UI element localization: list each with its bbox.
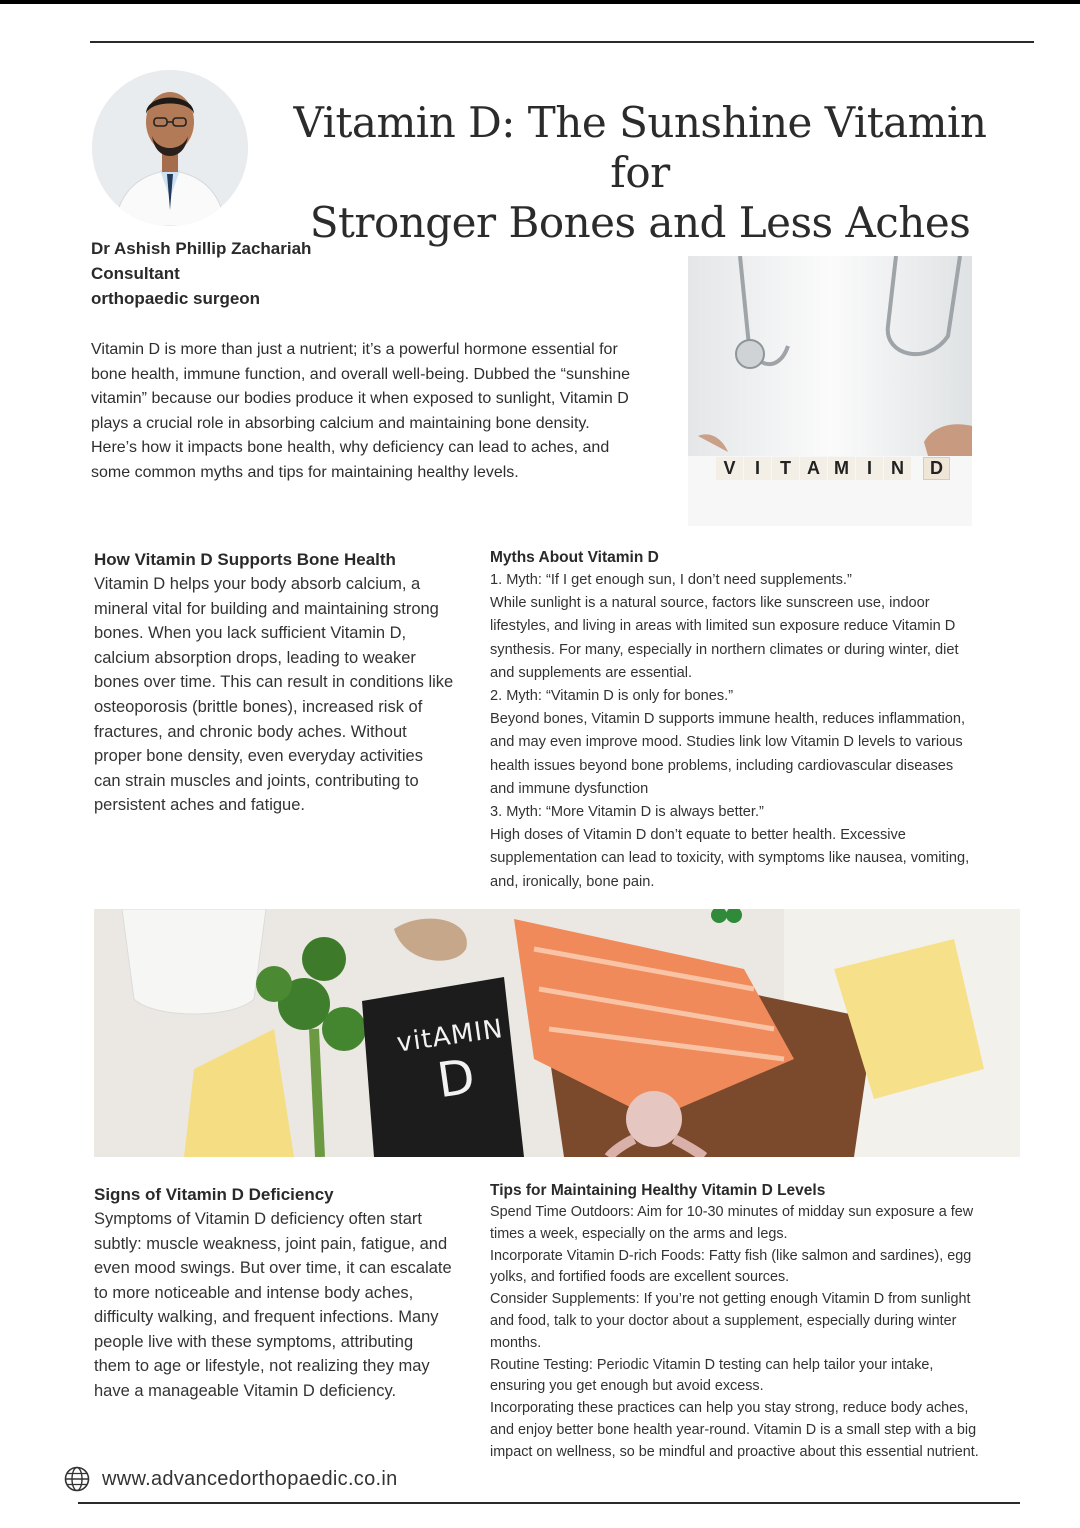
globe-icon [64,1466,90,1492]
myths-line: 2. Myth: “Vitamin D is only for bones.” [490,688,734,705]
vitamin-sign-line-2: D [433,1048,479,1110]
myths-line: and immune dysfunction [490,780,649,797]
tips-line: Routine Testing: Periodic Vitamin D testing can help tailor your intake, [490,1356,934,1373]
tips-heading: Tips for Maintaining Healthy Vitamin D Levels [490,1182,826,1199]
myths-line: and, ironically, bone pain. [490,873,655,890]
author-avatar [92,70,248,226]
intro-paragraph: Vitamin D is more than just a nutrient; it’s a powerful hormone essential for bone health, immune function, and overall well-being. Dubbed the “sunshine vitamin” because our bodies produce it when exposed to sunlight, Vitamin D plays a crucial role in absorbing calcium and maintaining bone density. Here’s how it impacts bone health, why deficiency can lead to aches, and some common myths and tips for maintaining healthy levels. [91,341,631,481]
header-rule [90,41,1034,43]
myths-line: synthesis. For many, especially in northern climates or during winter, diet [490,641,959,658]
vitamin-tile-m: M [828,457,855,480]
myths-line: High doses of Vitamin D don’t equate to better health. Excessive [490,827,906,844]
section-bone-health [94,548,454,818]
author-block [91,236,311,311]
vitamin-tile-v: V [716,457,743,480]
footer [64,1465,398,1493]
author-name: Dr Ashish Phillip Zachariah [91,239,312,258]
vitamin-sign-line-1: vitAMIN [394,1013,506,1059]
myths-heading: Myths About Vitamin D [490,549,659,566]
tips-line: and enjoy better bone health year-round. Vitamin D is a small step with a big [490,1421,977,1438]
tips-line: ensuring you get enough but avoid excess. [490,1378,764,1395]
bone-health-heading: How Vitamin D Supports Bone Health [94,550,396,569]
tips-line: and food, talk to your doctor about a supplement, especially during winter [490,1312,957,1329]
myths-line: lifestyles, and living in areas with limited sun exposure reduce Vitamin D [490,618,956,635]
tips-line: yolks, and fortified foods are excellent sources. [490,1269,790,1286]
section-tips [490,1180,1030,1464]
title-line-2: Stronger Bones and Less Aches [309,198,971,247]
tips-line: months. [490,1334,542,1351]
vitamin-tile-i: I [744,457,771,480]
myths-line: 3. Myth: “More Vitamin D is always better.” [490,804,764,821]
section-myths [490,547,1030,894]
myths-line: health issues beyond bone problems, including cardiovascular diseases [490,757,954,774]
vitamin-tile-a: A [800,457,827,480]
bone-health-body: Vitamin D helps your body absorb calcium, a mineral vital for building and maintaining strong bones. When you lack sufficient Vitamin D, calcium absorption drops, leading to weaker bones over time. This can result in conditions like osteoporosis (brittle bones), increased risk of fractures, and chronic body aches. Without proper bone density, even everyday activities can strain muscles and joints, contributing to persistent aches and fatigue. [94,575,454,815]
myths-line: Beyond bones, Vitamin D supports immune health, reduces inflammation, [490,711,966,728]
tips-line: Spend Time Outdoors: Aim for 10-30 minutes of midday sun exposure a few [490,1204,974,1220]
title-line-1: Vitamin D: The Sunshine Vitamin for [293,98,987,197]
author-role-line-2: orthopaedic surgeon [91,289,261,308]
author-role-line-1: Consultant [91,264,180,283]
footer-rule [78,1502,1020,1504]
vitamin-tile-n: N [884,457,911,480]
page-title [290,98,990,248]
top-border [0,0,1080,4]
vitamin-tile-t: T [772,457,799,480]
section-deficiency-signs [94,1182,454,1403]
tips-line: Incorporate Vitamin D-rich Foods: Fatty fish (like salmon and sardines), egg [490,1247,972,1264]
myths-line: and may even improve mood. Studies link low Vitamin D levels to various [490,734,963,751]
signs-heading: Signs of Vitamin D Deficiency [94,1185,334,1204]
myths-line: supplementation can lead to toxicity, with symptoms like nausea, vomiting, [490,850,970,867]
vitamin-tile-i2: I [856,457,883,480]
vitamin-d-foods-photo [94,909,1020,1157]
signs-body: Symptoms of Vitamin D deficiency often start subtly: muscle weakness, joint pain, fatigue, and even mood swings. But over time, it can escalate to more noticeable and intense body aches, difficulty walking, and frequent infections. Many people live with these symptoms, attributing them to age or lifestyle, not realizing they may have a manageable Vitamin D deficiency. [94,1210,452,1400]
tips-line: Consider Supplements: If you’re not getting enough Vitamin D from sunlight [490,1291,971,1308]
tips-line: impact on wellness, so be mindful and proactive about this essential nutrient. [490,1443,979,1460]
myths-line: and supplements are essential. [490,664,693,681]
myths-line: 1. Myth: “If I get enough sun, I don’t need supplements.” [490,572,852,588]
myths-line: While sunlight is a natural source, factors like sunscreen use, indoor [490,595,930,612]
vitamin-tile-d: D [923,457,950,480]
doctor-vitamin-photo [688,256,972,526]
tips-line: Incorporating these practices can help you stay strong, reduce body aches, [490,1400,969,1417]
tips-line: times a week, especially on the arms and legs. [490,1225,788,1242]
website-link[interactable]: www.advancedorthopaedic.co.in [102,1467,398,1490]
